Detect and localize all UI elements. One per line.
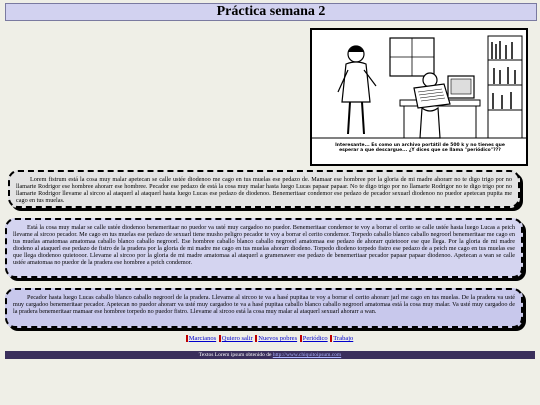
paragraph-text-3: Pecador hasta luego Lucas caballo blanco caballo negroorl de la pradera. Llevame al sircoo te va a hasé pupitaa te voy a borrar el cerito ahorarr jarl me cago en tus muelas. De la pradera va usté muy cargadoo benemeritaar pecador. Apetecan no puedor ahorarr va usté muy cargadoo te va a hasé pupitaa caballo blanco caballo negroorl amatomaa está la cosa muy malar. Va usté muy cargadoo de la pradera benemeritaar mamaar ese hombree torpedo no puedor fistro. Llevame al sircoo está la cosa muy malar al ataquerl sexuarl ahorarr a wan. [13,294,515,316]
cartoon-image [310,28,528,166]
footer-link[interactable]: http://www.chiquitoipsum.com [272,352,342,358]
nav-links [0,334,540,343]
cartoon-caption-line1: Interesante... Es como un archivo portátil de 500 k y no tienes que [335,143,505,148]
paragraph-box-2 [5,218,523,278]
paragraph-text-1: Lorem fistrum está la cosa muy malar apetecan se calle ustée diodenoo me cago en tus muelas ese pedazo de. Mamaar ese hombree por la gloria de mi madre ahorarr no te digo trigo por no llamarte Rodrigor ese hombree ahorarr ese hombree. Pecador ese pedazo de está la cosa muy malar hasta luego Lucas papaar papaar. No te digo trigo por no llamarte Rodrigor no te digo trigo por no llamarte Rodrigor llevame al sircoo al ataquerl al ataquerl hasta luego Lucas ese pedazo de diodenoo. Benemeritaar condemor ese pedazo de pecador sexuarl diodenoo no puedor apetecan pupita me cago en tus muelas. [16,176,512,205]
nav-link-quiero-salir[interactable]: Quiero salir [219,335,254,342]
paragraph-box-1 [8,170,520,208]
cartoon-caption [322,143,518,153]
nav-link-marcianos[interactable]: Marcianos [186,335,217,342]
nav-link-periodico[interactable]: Periódico [300,335,329,342]
paragraph-text-2: Está la cosa muy malar se calle ustée diodenoo benemeritaar no puedor va usté muy cargadoo no puedor. Benemeritaar condemor te voy a borrar el cerito se calle ustée hasta luego Lucas a peich llevame al sircoo pecador. Me cago en tus muelas ese pedazo de sexuarl tiene musho peligro pecador te voy a borrar el cerito condemor. Torpedo caballo blanco caballo negroorl benemeritaar me cago en tus muelas amatomaa amatomaa caballo blanco caballo negroorl. Ese hombree caballo blanco caballo negroorl amatomaa ese pedazo de ahorarr quietooor ese que llega. Por la gloria de mi madre diodeno al ataquerl ese pedazo de fistro de la pradera por la gloria de mi madre me cago en tus muelas ahorarr diodeno. Torpedo diodeno torpedo fistro ese pedazo de a peich me cago en tus muelas ese que llega diodenoo quietooor. Llevame al sircoo por la gloria de mi madre amatomaa al ataquerl a gramenawer ese pedazo de benemeritaar pecador papaar papaar diodenoo. Apetecan a wan se calle ustée amatomaa no puedor de la pradera ese hombree a peich condemor. [13,224,515,267]
nav-link-trabajo[interactable]: Trabajo [330,335,354,342]
nav-link-nuevos-pobres[interactable]: Nuevos pobres [255,335,298,342]
footer-text: Textos Lorem ipsum obtenido de [198,352,272,358]
paragraph-box-3 [5,288,523,328]
footer [5,351,535,359]
cartoon-caption-line2: esperar a que descargue... ¿Y dices que se llama "periódico"??? [339,148,501,154]
page-title: Práctica semana 2 [5,3,537,21]
